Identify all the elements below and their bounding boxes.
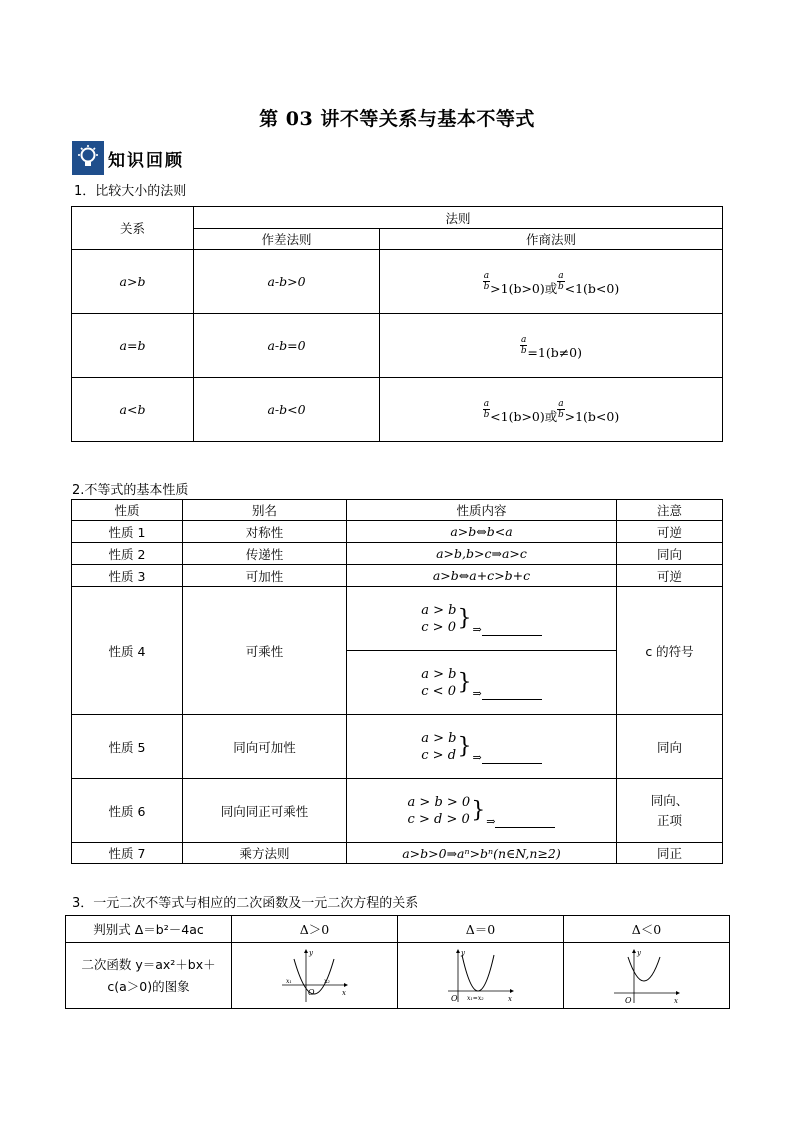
property-note: c 的符号 — [617, 587, 723, 715]
property-alias: 可加性 — [183, 565, 347, 587]
property-content: a > b > 0 c > d > 0 } ⇒ — [347, 779, 617, 843]
header-note: 注意 — [617, 500, 723, 521]
svg-text:x₂: x₂ — [323, 977, 330, 985]
table-row — [72, 715, 723, 779]
svg-text:x: x — [341, 988, 346, 997]
table-row — [72, 779, 723, 843]
inequality-properties-table — [71, 499, 723, 864]
parabola-one-root-graph — [446, 947, 516, 1005]
table-row — [72, 543, 723, 565]
diff-cell: a-b=0 — [267, 338, 306, 353]
fraction: $\frac{a}{b}$ — [483, 271, 490, 292]
svg-text:x₁=x₂: x₁=x₂ — [466, 994, 484, 1002]
property-content: a>b,b>c⇒a>c — [436, 546, 527, 561]
section1-heading: 1．比较大小的法则 — [74, 184, 187, 199]
header-property: 性质 — [72, 500, 183, 521]
property-name: 性质 5 — [72, 715, 183, 779]
property-content: a > b c > 0 } ⇒ — [347, 587, 617, 651]
property-alias: 乘方法则 — [183, 843, 347, 864]
section3-heading: 3．一元二次不等式与相应的二次函数及一元二次方程的关系 — [72, 896, 419, 911]
property-content: a>b⇔b<a — [450, 524, 513, 539]
graph-one-root — [398, 943, 564, 1009]
banner-label: 知识回顾 — [108, 150, 184, 171]
quot-cell: $\frac{a}{b}>1(b>0)$或 $\frac{a}{b}<1(b<0)$ — [380, 250, 723, 314]
quot-cell: $\frac{a}{b}=1(b\ne 0)$ — [380, 314, 723, 378]
table-row — [72, 314, 723, 378]
property-content: a > b c < 0 } ⇒ — [347, 651, 617, 715]
property-name: 性质 3 — [72, 565, 183, 587]
property-name: 性质 6 — [72, 779, 183, 843]
diff-cell: a-b>0 — [267, 274, 306, 289]
property-alias: 同向同正可乘性 — [183, 779, 347, 843]
property-content: a > b c > d } ⇒ — [347, 715, 617, 779]
page-title: 第 03 讲不等关系与基本不等式 — [259, 108, 535, 130]
table-row — [72, 250, 723, 314]
table-row — [72, 378, 723, 442]
header-delta-positive: Δ＞0 — [232, 916, 398, 943]
table-row — [66, 943, 730, 1009]
table-row — [72, 587, 723, 651]
property-content: a>b>0⇒aⁿ>bⁿ(n∈N,n≥2) — [402, 845, 561, 861]
header-relation: 关系 — [72, 207, 194, 250]
fraction: $\frac{a}{b}$ — [558, 271, 564, 292]
property-note: 同向、 正项 — [617, 779, 723, 843]
svg-text:y: y — [308, 948, 313, 957]
rel-cell: a>b — [119, 274, 146, 289]
rel-cell: a<b — [119, 402, 146, 417]
property-alias: 对称性 — [183, 521, 347, 543]
graph-two-roots — [232, 943, 398, 1009]
svg-text:y: y — [460, 948, 465, 957]
graph-no-root — [564, 943, 730, 1009]
svg-text:O: O — [624, 995, 632, 1005]
property-name: 性质 2 — [72, 543, 183, 565]
fraction: $\frac{a}{b}$ — [483, 399, 490, 420]
svg-text:x: x — [673, 996, 678, 1005]
svg-text:O: O — [307, 987, 315, 997]
property-note: 可逆 — [617, 521, 723, 543]
property-name: 性质 1 — [72, 521, 183, 543]
property-name: 性质 4 — [72, 587, 183, 715]
quot-cell: $\frac{a}{b}<1(b>0)$或 $\frac{a}{b}>1(b<0)$ — [380, 378, 723, 442]
svg-text:O: O — [450, 993, 458, 1003]
row-label: 二次函数 y＝ax²＋bx＋ c(a＞0)的图象 — [66, 943, 232, 1009]
svg-text:x: x — [507, 994, 512, 1003]
property-content: a>b⇔a+c>b+c — [432, 568, 531, 583]
table-row — [72, 843, 723, 864]
table-row — [72, 521, 723, 543]
lightbulb-icon — [72, 141, 104, 175]
header-quot: 作商法则 — [380, 229, 723, 250]
header-delta-negative: Δ＜0 — [564, 916, 730, 943]
property-alias: 传递性 — [183, 543, 347, 565]
fraction: $\frac{a}{b}$ — [520, 335, 527, 356]
property-alias: 可乘性 — [183, 587, 347, 715]
header-content: 性质内容 — [347, 500, 617, 521]
svg-text:y: y — [636, 948, 641, 957]
parabola-no-root-graph — [612, 947, 682, 1005]
knowledge-review-banner — [72, 140, 184, 176]
parabola-two-roots-graph — [280, 947, 350, 1005]
header-rule: 法则 — [194, 207, 723, 229]
property-note: 同向 — [617, 715, 723, 779]
property-note: 可逆 — [617, 565, 723, 587]
fraction: $\frac{a}{b}$ — [558, 399, 564, 420]
property-alias: 同向可加性 — [183, 715, 347, 779]
header-alias: 别名 — [183, 500, 347, 521]
quadratic-relation-table — [65, 915, 730, 1009]
diff-cell: a-b<0 — [267, 402, 306, 417]
property-note: 同向 — [617, 543, 723, 565]
compare-rules-table — [71, 206, 723, 442]
table-row — [72, 565, 723, 587]
section2-heading: 2.不等式的基本性质 — [72, 483, 189, 498]
property-note: 同正 — [617, 843, 723, 864]
header-diff: 作差法则 — [194, 229, 380, 250]
svg-text:x₁: x₁ — [285, 977, 292, 985]
header-discriminant: 判别式 Δ＝b²－4ac — [66, 916, 232, 943]
property-name: 性质 7 — [72, 843, 183, 864]
header-delta-zero: Δ＝0 — [398, 916, 564, 943]
rel-cell: a=b — [119, 338, 146, 353]
